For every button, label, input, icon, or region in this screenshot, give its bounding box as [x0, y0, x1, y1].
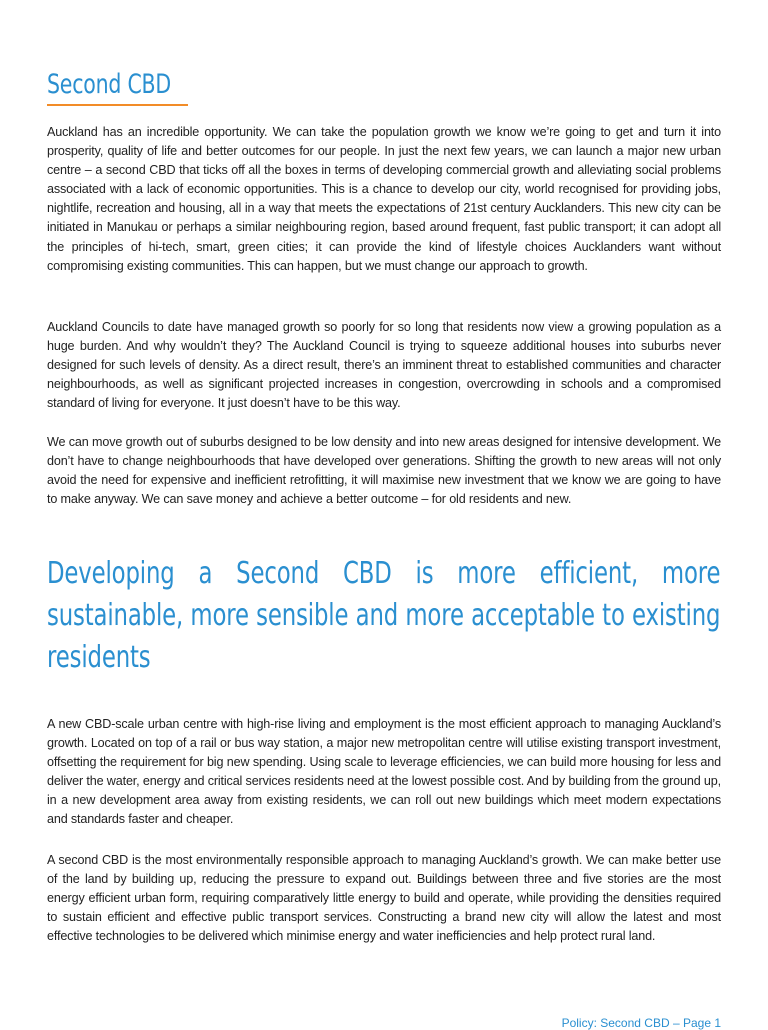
title-underline [47, 104, 188, 106]
paragraph-council-growth: Auckland Councils to date have managed growth so poorly for so long that residents now view a growing population as a huge burden. And why wouldn’t they? The Auckland Council is trying to squeeze additional houses into suburbs never designed for such levels of density. As a direct result, there’s an imminent threat to established communities and character neighbourhoods, as well as significant projected increases in congestion, overcrowding in schools and a compromised standard of living for everyone. It just doesn’t have to be this way. [47, 320, 721, 411]
paragraph-environmental: A second CBD is the most environmentally responsible approach to managing Auckland’s growth. We can make better use of the land by building up, reducing the pressure to expand out. Buildings between three and five stories are the most energy efficient urban form, requiring comparatively little energy to build and operate, while providing the densities required to sustain efficient and effective public transport services. Constructing a brand new city will allow the latest and most effective technologies to be delivered which minimise energy and water inefficiencies and help protect rural land. [47, 853, 721, 944]
paragraph-move-growth: We can move growth out of suburbs designed to be low density and into new areas designed for intensive development. We don’t have to change neighbourhoods that have developed over generations. Shifting the growth to new areas will not only avoid the need for expensive and inefficient retrofitting, it will maximise new investment that we know we are going to have to make anyway. We can save money and achieve a better outcome – for old residents and new. [47, 435, 721, 507]
paragraph-efficient-approach: A new CBD-scale urban centre with high-rise living and employment is the most efficient approach to managing Auckland’s growth. Located on top of a rail or bus way station, a major new metropolitan centre will utilise existing transport investment, offsetting the requirement for big new spending. Using scale to leverage efficiencies, we can build more housing for less and deliver the water, energy and critical services residents need at the lowest possible cost. And by building from the ground up, in a new development area away from existing residents, we can roll out new buildings which meet modern expectations and standards faster and cheaper. [47, 717, 721, 827]
section-title: Second CBD [47, 69, 171, 100]
page-footer: Policy: Second CBD – Page 1 [561, 1016, 721, 1030]
pull-quote-headline: Developing a Second CBD is more efficient, more sustainable, more sensible and more acceptable to existing residents [47, 556, 721, 675]
document-page [47, 0, 721, 1030]
paragraph-opportunity: Auckland has an incredible opportunity. We can take the population growth we know we’re going to get and turn it into prosperity, quality of life and better outcomes for our people. In just the next few years, we can launch a major new urban centre – a second CBD that ticks off all the boxes in terms of developing commercial growth and alleviating social problems associated with a lack of economic opportunities. This is a chance to develop our city, world recognised for providing jobs, nightlife, recreation and housing, all in a way that meets the expectations of 21st century Aucklanders. This new city can be initiated in Manukau or perhaps a similar neighbouring region, based around frequent, fast public transport; it can adopt all the principles of hi-tech, smart, green cities; it can provide the kind of lifestyle choices Aucklanders want without compromising existing communities. This can happen, but we must change our approach to growth. [47, 125, 721, 273]
